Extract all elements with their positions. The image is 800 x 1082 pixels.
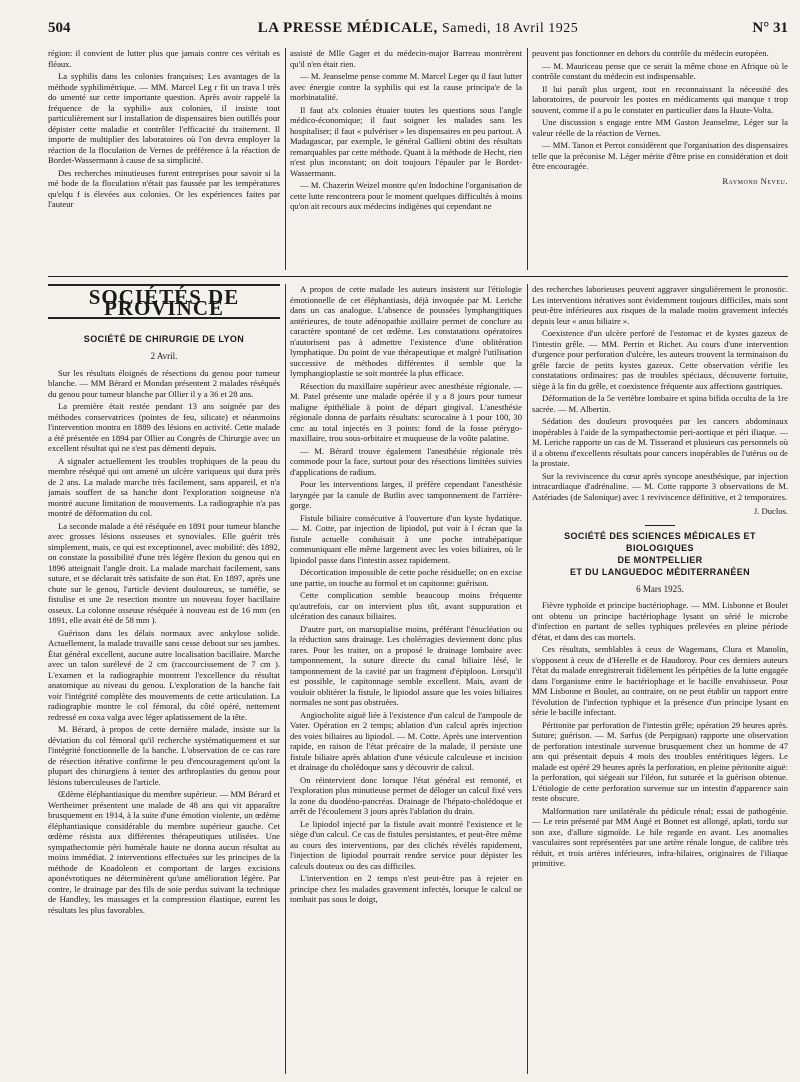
paragraph: Malformation rare unilatérale du pédicule rénal; essai de pathogénie. — Le rein présenté par MM Augé et Bonnet est allongé, aplati, tordu sur son axe, d'allure sigmoïde. Le hile regarde en avant. Les anomalies vasculaires sont représentées par une artère rénale longue, de calibre très réduit, et trois artères inférieures, infra-hilaires, originaires de l'iliaque primitive. — [532, 805, 788, 868]
paragraph: Sédation des douleurs provoquées par les cancers abdominaux inopérables à l'aide de la sympathectomie peri-aortique et péri iliaque. — M. Leriche rapporte un cas de M. Tisserand et plusieurs cas personnels où il a obtenu d'excellents résultats pour cancers inopérables de l'utérus ou de la prostate. — [532, 416, 788, 468]
paragraph: des recherches laborieuses peuvent aggraver singulièrement le pronostic. Les interventions itératives sont évidemment toujours difficiles, mais sont peut-être inférieures aux risques de la malade moins gravement infectés depuis leur « anus biliaire ». — [532, 284, 788, 326]
paragraph: Péritonite par perforation de l'intestin grêle; opération 29 heures après. Suture; guérison. — M. Sarfus (de Perpignan) rapporte une observation de perforation intestinale survenue brusquement chez un homme de 47 ans qui présentait depuis 4 mois des troubles entéritiques légers. Le malade est opéré 29 heures après la perforation, en pleine péritonite aiguë: la perforation, qui siégeait sur l'iléon, fut suturée et la guérison obtenue. L'étiologie de cette perforation survenue sur un intestin d'apparence sain reste obscure. — [532, 719, 788, 803]
paragraph: Fièvre typhoïde et principe bactériophage. — MM. Lisbonne et Boulet ont obtenu un principe bactériophage lysant un sérié le microbe d'infection en partant de selles typhiques prélevées en pleine période d'état, et dans des cas mortels. — [532, 600, 788, 642]
paragraph: Œdème éléphantiasique du membre supérieur. — MM Bérard et Wertheimer présentent une malade de 48 ans qui vit apparaître brusquement en 1914, à la suite d'une émotion violente, un œdème éléphantiasique considérable du membre supérieur gauche. Cet œdème résista aux différentes thérapeutiques utilisées. Une sympathectomie péri humérale haute ne donna aucun résultat au moins immédiat. 2 interventions effectuées sur les principes de la méthode de Koadoleon et comportant de larges excisions aponévrotiques ne déterminèrent qu'une amélioration légère. Par contre, le drainage par des fils de soie perdus suivant la technique de Handley, les massages et la compression élastique, eurent les résultats les plus favorables. — [48, 789, 280, 915]
paragraph: La syphilis dans les colonies françaises; Les avantages de la méthode syphilimétrique. — MM. Marcel Leg r fit un trava l très do umenté sur cette importante question. Après avoir rappelé la fréquence de la syphili» aux colonies, il insiste tout particulièrement sur l installation de dispensaires bien outillés pour dépister cette maladie et contrôler l'efficacité du traitement. Il importe de multiplier des laboratoires où l'on devra employer la réaction de la floculation de Vernes de préférence à la réaction de Bordet-Wassermann à cause de sa simplicité. — [48, 71, 280, 165]
paragraph: Fistule biliaire consécutive à l'ouverture d'un kyste hydatique. — M. Cotte, par injection de lipiodol, put voir à l écran que la fistule actuelle conduisait à une poche intrahépatique communiquant elle même largement avec les voies biliaires, où le lipiodol passe dans l'intestin assez rapidement. — [290, 512, 522, 565]
issue-date: Samedi, 18 Avril 1925 — [441, 21, 579, 36]
paragraph: peuvent pas fonctionner en dehors du contrôle du médecin européen. — [532, 48, 769, 58]
paragraph: — MM. Tanon et Perrot considèrent que l'organisation des dispensaires telle que la préconise M. Léger mérite d'être prise en considération et doit être encouragée. — [532, 140, 788, 171]
provinces-column-2 — [290, 284, 522, 1074]
paragraph: L'intervention en 2 temps n'est peut-être pas à rejeter en principe chez les malades gravement infectés, lorsque le calcul ne tombait pas sous le doigt, — [290, 873, 522, 904]
paragraph: — M. Jeanselme pense comme M. Marcel Leger qu il faut lutter avec énergie contre la syphilis qui est la cause principa'e de la morbinatalité. — [290, 71, 522, 102]
paragraph: Sur les résultats éloignés de résections du genou pour tumeur blanche. — MM Bérard et Mondan présentent 2 malades réséqués du genou pour tumeur blanche par Ollier il y a 36 et 28 ans. — [48, 367, 280, 399]
paragraph: On réintervient donc lorsque l'état général est remonté, et l'exploration plus minutieuse permet de déloger un calcul fixé vers la zone du duodéno-pancréas. Drainage de l'hépato-cholédoque et arrêt de l'écoulement 3 jours après l'ablation du drain. — [290, 774, 522, 816]
paragraph: La première était restée pendant 13 ans soignée par des méthodes conservatrices (pointes de feu, silicate) et néanmoins l'intervention montra en 1889 des lésions en activité. Cette malade a été présentée en 1894 par Ollier au Congrès de Chirurgie avec un excellent résultat qui ne s'est pas démenti depuis. — [48, 401, 280, 453]
paragraph: — M. Chazerin Weizel montre qu'en Indochine l'organisation de cette lutte rencontrera pour le moment quelques difficultés à moins qu'on ait recours aux médecins indigènes qui cependant ne — [290, 180, 522, 211]
paragraph: Déformation de la 5e vertèbre lombaire et spina bifida occulta de la 1re sacrée. — M. Albertin. — [532, 393, 788, 414]
paragraph: D'autre part, on marsupialise moins, préférant l'énucléation ou la réduction sans drainage. Les cholérragies deviennent donc plus rares. Pour les traiter, on a proposé le drainage lombaire avec tamponnement, la suture directe du canal biliaire lésé, le tamponnement de la cavité par un fragment d'épiploon. Lorsqu'il est possible, le capitonnage semble excellent. Mais, avant de vouloir oblitérer la fistule, le lipiodol assure que les voies biliaires normales ne sont pas obstruées. — [290, 623, 522, 707]
society-title: SOCIÉTÉ DE CHIRURGIE DE LYON — [83, 334, 245, 344]
column-divider — [527, 284, 528, 1074]
paragraph: Une discussion s engage entre MM Gaston Jeanselme, Léger sur la valeur réelle de la réaction de Vernes. — [532, 117, 788, 138]
society-title-line: ET DU LANGUEDOC MÉDITERRANÉEN — [569, 566, 751, 577]
paragraph: Angiocholite aiguë liée à l'existence d'un calcul de l'ampoule de Vater. Opération en 2 temps; ablation d'un calcul après injection des voies biliaires au lipiodol. — M. Cotte. Après une intervention rapide, en raison de l'état précaire de la malade, il persiste une fistule biliaire après ablation d'une vésicule calculeuse et incision et drainage du cholédoque sans y découvrir de calcul. — [290, 709, 522, 772]
signature: J. Duclos. — [753, 506, 788, 516]
paragraph: Cette complication semble beaucoup moins fréquente qu'autrefois, car on intervient plus tôt, avant suppuration et ulcération des canaux biliaires. — [290, 590, 522, 621]
top-column-3 — [532, 48, 788, 270]
paragraph: M. Bérard, à propos de cette dernière malade, insiste sur la déviation du col fémoral qu'il recherche systématiquement et sur l'intégrité fonctionnelle de la hanche. L'observation de ce cas rare de résection itérative confirme le peu d'encouragement qu'ont la plupart des chirurgiens à tenter des arthroplasties du genou pour lésions tuberculeuses de l'article. — [48, 724, 280, 787]
paragraph: Il lui paraît plus urgent, tout en reconnaissant la nécessité des laboratoires, de pourvoir les postes en médicaments qui manque t trop souvent, comme il a pu le constater en particulier dans la Haute-Volta. — [532, 83, 788, 115]
signature: Raymond Neveu. — [722, 175, 788, 186]
paragraph: Décortication impossible de cette poche résiduelle; on en excise une partie, on touche au formol et on capitonne: guérison. — [290, 567, 522, 588]
page-number: 504 — [48, 20, 71, 36]
paragraph: A signaler actuellement les troubles trophiques de la peau du membre réséqué qui ont amené un ulcère variqueux qui dura près de 2 ans. La malade marche très facilement, sans appareil, et n'a jamais souffert de sa hanche dont l'exploration soigneuse n'a montré aucune limitation de mouvements. La radiographie n'a pas montré de déformation du col. — [48, 455, 280, 518]
paragraph: Coexistence d'un ulcère perforé de l'estomac et de kystes gazeux de l'intestin grêle. — MM. Perrin et Richet. Au cours d'une intervention d'urgence pour perforation d'ulcère, les auteurs trouvent la terminaison du grêle farcie de petits kystes gazeux. Cette observation vérifie les constatations ordinaires: pas de troubles spéciaux, découverte fortuite, siège à la fin du grêle, et coexistence fréquente aux affections gastriques. — [532, 328, 788, 391]
paragraph: assisté de Mlle Gager et du médecin-major Barreau montrèrent qu'il n'en était rien. — [290, 48, 522, 69]
section-title: SOCIÉTÉS DE PROVINCE — [48, 284, 280, 319]
top-column-2 — [290, 48, 522, 270]
issue-number: N° 31 — [752, 20, 788, 36]
journal-name: LA PRESSE MÉDICALE, — [257, 20, 438, 36]
provinces-column-1 — [48, 284, 280, 1074]
section-divider — [48, 276, 788, 277]
provinces-column-3 — [532, 284, 788, 1074]
paragraph: — M. Mauriceau pense que ce serait la même chose en Afrique où le contrôle constant du médecin est indispensable. — [532, 60, 788, 81]
top-column-1 — [48, 48, 280, 270]
column-divider — [285, 48, 286, 270]
society-title — [532, 530, 788, 578]
paragraph: La seconde malade a été réséquée en 1891 pour tumeur blanche avec grosses lésions osseuses et synoviales. Elle guérit très simplement, mais, ce qui est exceptionnel, avec mobilité: dès 1892, on constate la possibilité d'une très légère flexion du genou qui en 1896 atteignait l'angle droit. La malade marchait facilement, sans suture, et se déclarait très satisfaite de son état. En 1897, après une chute sur le genou, l'article devient douloureux, se tuméfie, se fistulise et une 2e resection montre un nouveau foyer bacillaire osseux. La colonne osseuse réséquée à nouveau est de 16 mm (en 1891, elle avait été de 58 mm ). — [48, 520, 280, 625]
society-title-line: DE MONTPELLIER — [617, 554, 703, 565]
running-head — [48, 18, 788, 40]
paragraph: Résection du maxillaire supérieur avec anesthésie régionale. — M. Patel présente une malade opérée il y a 8 jours pour tumeur maligne épithéliale à point de départ gingival. L'anesthésie régionale donna de parfaits résultats: scurocaïne à 1 pour 100, 30 cmc au total injectés en 3 points: fond de la fosse ptérygo-maxillaire, trou sous-orbitaire et muqueuse de la voûte palatine. — [290, 380, 522, 443]
paragraph: Il faut a!x colonies étuaier toutes les questions sous l'angle médico-économique; il faut soigner les malades sans les hospitaliser; il faut « pulvériser » les dispensaires en peu partout. A Madagascar, par exemple, le général Gallieni obtint des résultats remarquables par cette méthode. Quant à la méthode de Hecht, rien n'est plus inconstant; on doit toujours l'épauler par le Bordet-Wassermann. — [290, 104, 522, 178]
paragraph: Pour les interventions larges, il préfère cependant l'anesthésie laryngée par la canule de Butlin avec tamponnement de l'arrière-gorge. — [290, 479, 522, 510]
paragraph: Des recherches minutieuses furent entreprises pour savoir si la mé hode de la floculation n'était pas faussée par les températures qu'elqu f is élevées aux colonies. Or les expériences faites par l'auteur — [48, 167, 280, 209]
column-divider — [527, 48, 528, 270]
paragraph: A propos de cette malade les auteurs insistent sur l'étiologie émotionnelle de cet éléphantiasis, déjà invoquée par M. Leriche dans un cas analogue. L'absence de poussées lymphangitiques antérieures, de toute adénopathie axillaire permet de conclure au caractère spontané de cet œdème. Les constatations opératoires n'autorisent pas à admettre l'existence d'une oblitération lymphatique. Du point de vue thérapeutique et malgré l'utilisation successive de méthodes différentes il semble que la lymphangioplastie se soit montrée la plus efficace. — [290, 284, 522, 378]
meeting-date: 6 Mars 1925. — [636, 583, 684, 594]
paragraph: région: il convient de lutter plus que jamais contre ces véritab es fléaux. — [48, 48, 280, 69]
paragraph: Guérison dans les délais normaux avec ankylose solide. Actuellement, la malade travaille sans cesse debout sur ses jambes. État général excellent, aucune autre localisation bacillaire. Marche avec un talon surélevé de 2 cm (raccourcissement de 7 cm ). L'examen et la radiographie montrent l'excellence du résultat anatomique au niveau du genou. L'exploration de la hanche fait voir l'intégrité complète des mouvements de cette articulation. La radiographie montre le col fémoral, du côté opéré, nettement redressé en coxa valga avec léger aplatissement de la tête. — [48, 627, 280, 722]
paragraph: Ces résultats, semblables à ceux de Wagemans, Clura et Manolin, s'opposent à ceux de d'Herelle et de Haudoroy. Pour ces derniers auteurs l'état du malade enregistrerait fidèlement les péripéties de la lutte engagée dans l'organisme entre le bactériophage et le bacille envahisseur. Pour MM Lisbonne et Boulet, au contraire, on ne peut établir un rapport entre l'évolution de l'infection typhique et la présence d'un principe lysant en série le bacille infectant. — [532, 644, 788, 717]
short-divider — [645, 525, 675, 526]
journal-title — [48, 20, 788, 37]
paragraph: Sur la reviviscence du cœur après syncope anesthésique, par injection intracardiaque d'adrénaline. — M. Cotte rapporte 3 observations de M. Astériades (de Salonique) avec 1 reviviscence définitive, et 2 temporaires. — [532, 470, 788, 502]
meeting-date: 2 Avril. — [150, 351, 178, 361]
paragraph: Le lipiodol injecté par la fistule avait montré l'existence et le siège d'un calcul. Ce cas de fistules persistantes, et peut-être même au cours des interventions, par des clichés révélés rapidement, l'injection de lipiodol pourrait rendre service pour dépister les calculs douteux ou des cas difficiles. — [290, 818, 522, 871]
column-divider — [285, 284, 286, 1074]
paragraph: — M. Bérard trouve également l'anesthésie régionale très commode pour la face, surtout pour des résections limitées suivies d'applications de radium. — [290, 445, 522, 477]
society-title-line: SOCIÉTÉ DES SCIENCES MÉDICALES ET BIOLOGIQUES — [564, 530, 756, 553]
